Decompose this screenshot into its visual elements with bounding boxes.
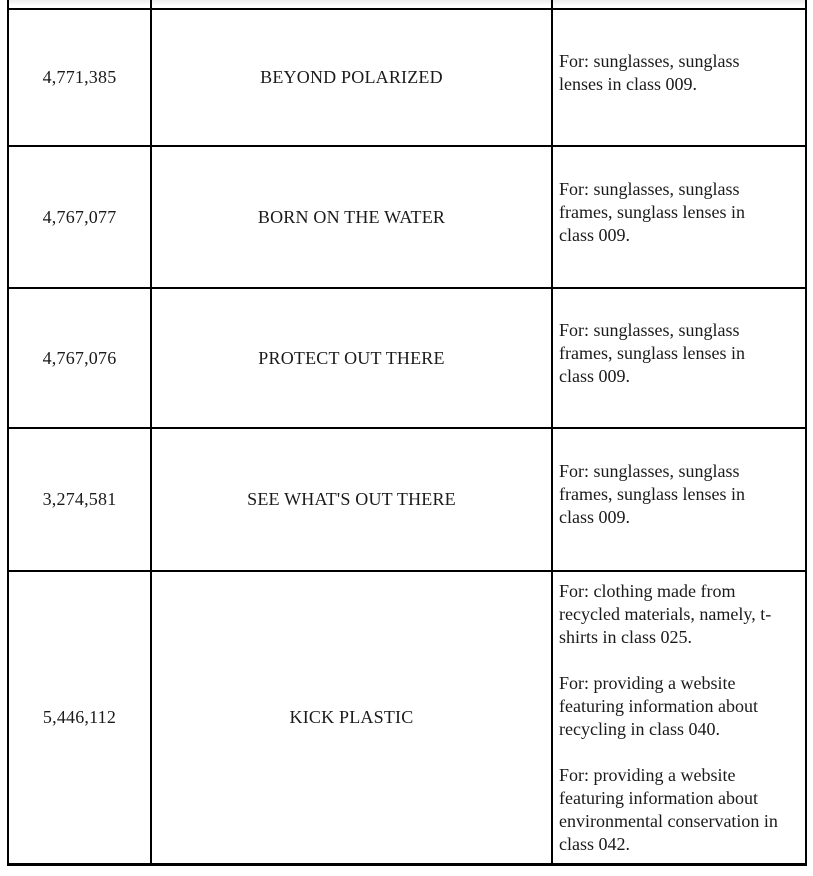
trademark-table (7, 0, 807, 866)
registration-number-cell (7, 429, 150, 570)
registration-number: 4,767,077 (42, 206, 117, 227)
registration-number: 4,767,076 (42, 347, 117, 368)
partial-cell-goods (551, 0, 807, 8)
trademark-cell (150, 289, 551, 427)
goods-services-cell (551, 289, 807, 427)
trademark-cell (150, 572, 551, 863)
goods-services-text (559, 580, 782, 856)
partial-cell-registration-number (7, 0, 150, 8)
goods-services-text (559, 319, 782, 388)
goods-services-text (559, 460, 782, 529)
table-row (7, 8, 807, 145)
goods-paragraph: For: sunglasses, sunglass frames, sunglass lenses in class 009. (559, 461, 745, 527)
table-row (7, 287, 807, 427)
goods-services-cell (551, 572, 807, 863)
table-row (7, 427, 807, 570)
registration-number: 3,274,581 (42, 489, 117, 509)
trademark-name: SEE WHAT'S OUT THERE (247, 489, 456, 509)
table-row (7, 570, 807, 866)
table-row-partial (7, 0, 807, 8)
goods-paragraph: For: clothing made from recycled materials, namely, t-shirts in class 025. (559, 580, 772, 647)
registration-number: 4,771,385 (42, 67, 117, 87)
goods-services-cell (551, 147, 807, 287)
trademark-cell (150, 147, 551, 287)
goods-paragraph: For: providing a website featuring information about recycling in class 040. (559, 672, 758, 739)
goods-paragraph: For: providing a website featuring information about environmental conservation in class 042. (559, 764, 778, 854)
registration-number-cell (7, 147, 150, 287)
goods-services-text (559, 50, 782, 96)
trademark-cell (150, 10, 551, 145)
trademark-name: BORN ON THE WATER (257, 206, 446, 227)
registration-number-cell (7, 289, 150, 427)
registration-number: 5,446,112 (42, 707, 117, 727)
goods-paragraph: For: sunglasses, sunglass lenses in class 009. (559, 50, 740, 94)
trademark-name: BEYOND POLARIZED (260, 67, 443, 87)
goods-paragraph: For: sunglasses, sunglass frames, sunglass lenses in class 009. (559, 319, 745, 386)
table-row (7, 145, 807, 287)
registration-number-cell (7, 10, 150, 145)
partial-cell-mark (150, 0, 551, 8)
goods-services-text (559, 178, 782, 247)
registration-number-cell (7, 572, 150, 863)
trademark-name: KICK PLASTIC (289, 707, 414, 727)
goods-services-cell (551, 10, 807, 145)
trademark-cell (150, 429, 551, 570)
goods-paragraph: For: sunglasses, sunglass frames, sunglass lenses in class 009. (559, 178, 745, 245)
trademark-name: PROTECT OUT THERE (258, 347, 445, 368)
goods-services-cell (551, 429, 807, 570)
